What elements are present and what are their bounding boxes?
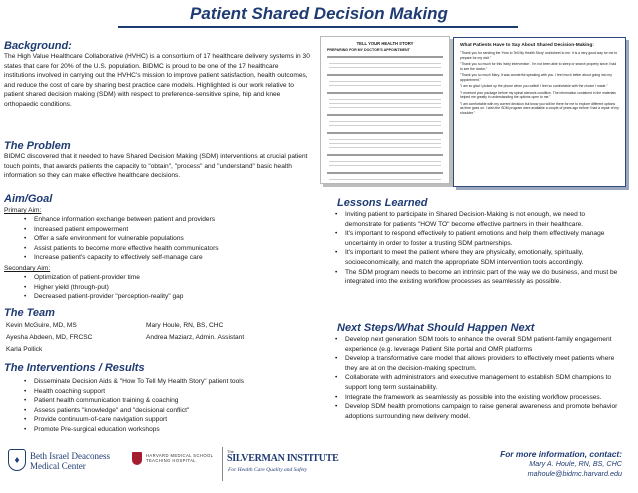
team-member: Andrea Maziarz, Admin. Assistant <box>146 334 245 341</box>
background-text: The High Value Healthcare Collaborative (HVHC) is a consortium of 17 healthcare delivery systems in 30 states that care for 20% of the U.S. population. BIDMC is proud to be one of the 17 healthcare institutions involved in carrying out the HVHC's mission to improve patient satisfaction, health outcomes, and reduce the cost of care by sharing best practice care models. Highlighted is our work relative to patient shared decision making (SDM) with respect to preference-sensitive spine, hip and knee orthopaedic conditions. <box>4 53 310 108</box>
list-item: • It's important to meet the patient where they are physically, emotionally, spiritually, socioeconomically, and match the appropriate SDM intervention tools accordingly. <box>333 248 623 267</box>
silverman-institute-logo: The SILVERMAN INSTITUTE For Health Care Quality and Safety <box>222 447 322 481</box>
team-member: Karla Pollick <box>6 346 43 353</box>
quote: "I am comfortable with my current decision but know you will be there for me to explore different options as time goes on. I wish the SDM program were available a couple of years ago before I had a repair of my shoulder." <box>460 101 619 115</box>
list-item: • The SDM program needs to become an intrinsic part of the way we do business, and must be integrated into the existing workflow processes as seamlessly as possible. <box>333 268 623 287</box>
list-item: • Increased patient empowerment <box>22 225 312 235</box>
worksheet-title: TELL YOUR HEALTH STORY <box>356 41 414 46</box>
list-item: • Optimization of patient-provider time <box>22 273 312 283</box>
list-item: • Higher yield (through-put) <box>22 283 312 293</box>
list-item: • Provide continuum-of-care navigation support <box>22 415 312 425</box>
contact-name: Mary A. Houle, RN, BS, CHC <box>529 459 622 468</box>
title-underline <box>118 26 518 28</box>
team-right-column <box>146 320 244 344</box>
quote: "Thank you so much for this 'early intervention'. I'm not been able to sleep or search properly since I had to see the doctor." <box>460 62 617 71</box>
team-left-column <box>6 320 92 356</box>
team-member: Mary Houle, RN, BS, CHC <box>146 322 224 329</box>
aim-heading: Aim/Goal <box>4 193 53 205</box>
quote: "Thank you so much Mary. It was wonderful speaking with you. I feel much better about going into my appointment." <box>460 73 612 82</box>
bidmc-shield-icon: ♦ <box>8 449 26 471</box>
list-item: • Collaborate with administrators and executive management to establish SDM champions to support long term sustainability. <box>333 373 623 392</box>
primary-aim-list <box>22 215 312 263</box>
list-item: • Enhance information exchange between patient and providers <box>22 215 312 225</box>
contact-heading: For more information, contact: <box>500 449 622 459</box>
poster-title: Patient Shared Decision Making <box>190 4 448 23</box>
hms-logo-text: HARVARD MEDICAL SCHOOL TEACHING HOSPITAL <box>146 453 214 464</box>
list-item: • Inviting patient to participate in Shared Decision-Making is not enough, we need to demonstrate for patients "HOW TO" become effective partners in their healthcare. <box>333 210 623 229</box>
list-item: • Increase patient's capacity to effectively self-manage care <box>22 253 312 263</box>
list-item: • Develop a transformative care model that allows providers to effectively meet patients where they are at on the decision-making spectrum. <box>333 354 623 373</box>
interventions-heading: The Interventions / Results <box>4 362 145 374</box>
next-steps-list <box>333 335 623 421</box>
background-heading: Background: <box>4 40 72 52</box>
contact-block <box>500 449 622 479</box>
list-item: • Assess patients "knowledge" and "decisional conflict" <box>22 406 312 416</box>
secondary-aim-list <box>22 273 312 302</box>
list-item: • Decreased patient-provider "perception-reality" gap <box>22 292 312 302</box>
contact-email[interactable]: mahoule@bidmc.harvard.edu <box>527 469 622 478</box>
list-item: • Integrate the framework as seamlessly as possible into the existing workflow processes. <box>333 393 623 403</box>
bidmc-logo <box>8 449 126 483</box>
quote: "I received your package before my spinal stenosis condition. The information contained in the materials helped me greatly in understanding the options open to me." <box>460 90 616 99</box>
interventions-list <box>22 377 312 435</box>
list-item: • Offer a safe environment for vulnerable populations <box>22 234 312 244</box>
team-member: Ayesha Abdeen, MD, FRCSC <box>6 334 93 341</box>
list-item: • It's important to respond effectively to patient emotions and help them effectively manage uncertainty in order to foster a trusting SDM partnerships. <box>333 229 623 248</box>
worksheet-subtitle: PREPARING FOR MY DOCTOR'S APPOINTMENT <box>327 48 410 52</box>
quote: "Thank you for sending the 'How to Tell My Health Story' worksheet to me. It is a very good way for me to prepare for my visit." <box>460 51 618 60</box>
bidmc-logo-text: Beth Israel Deaconess Medical Center <box>30 451 110 471</box>
primary-aim-label: Primary Aim: <box>4 207 42 214</box>
list-item: • Develop next generation SDM tools to enhance the overall SDM patient-family engagement experience (e.g. leverage Patient Site portal and OMR platforms <box>333 335 623 354</box>
hms-logo <box>132 452 222 478</box>
team-member: Kevin McGuire, MD, MS <box>6 322 77 329</box>
patient-quotes-image <box>453 37 626 187</box>
health-story-worksheet-image <box>320 36 450 184</box>
quotes-title: What Patients Have to Say About Shared Decision-Making: <box>460 43 594 48</box>
team-heading: The Team <box>4 307 55 319</box>
list-item: • Develop SDM health promotions campaign to raise general awareness and promote behavior adoptions surrounding new delivery model. <box>333 402 623 421</box>
list-item: • Promote Pre-surgical education workshops <box>22 425 312 435</box>
lessons-list <box>333 210 623 287</box>
secondary-aim-label: Secondary Aim: <box>4 265 51 272</box>
lessons-heading: Lessons Learned <box>337 197 428 209</box>
problem-text: BIDMC discovered that it needed to have Shared Decision Making (SDM) interventions at crucial patient touch points, that awards patients the capacity to "obtain", "process" and "understand" basic health information so they can make effective healthcare decisions. <box>4 153 308 180</box>
problem-heading: The Problem <box>4 140 71 152</box>
list-item: • Assist patients to become more effective health communicators <box>22 244 312 254</box>
list-item: • Patient health communication training & coaching <box>22 396 312 406</box>
quote: "I am so glad I picked up the phone when you called! I feel so comfortable with the choice I made." <box>460 84 608 88</box>
list-item: • Health coaching support <box>22 387 312 397</box>
list-item: • Disseminate Decision Aids & "How To Tell My Health Story" patient tools <box>22 377 312 387</box>
next-steps-heading: Next Steps/What Should Happen Next <box>337 322 535 334</box>
harvard-shield-icon <box>132 452 142 465</box>
